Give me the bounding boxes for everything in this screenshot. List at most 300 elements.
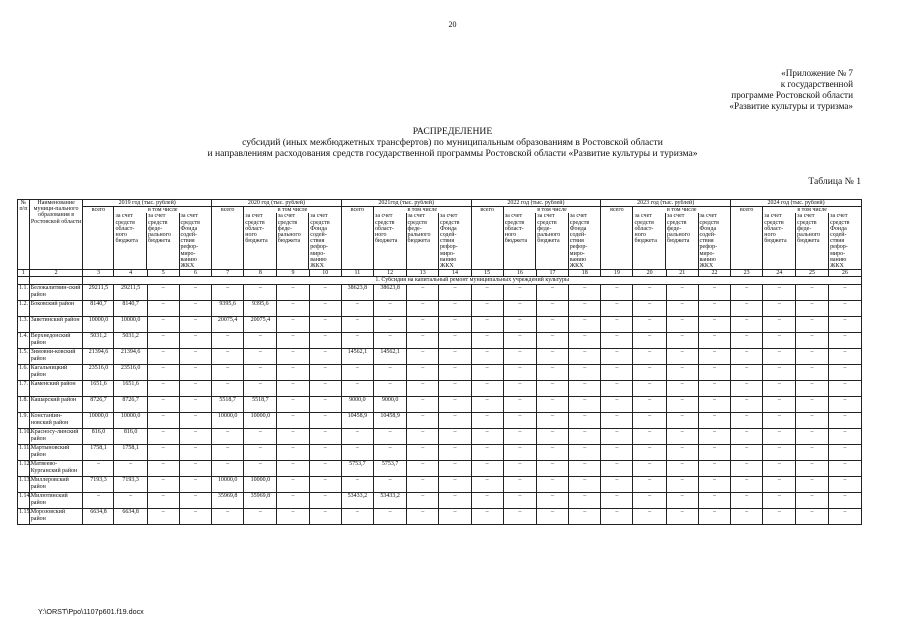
header-including [114,207,212,270]
row-value: – [828,365,861,381]
row-value: 10458,9 [373,413,406,429]
column-index: 12 [373,270,406,277]
row-value: – [796,429,828,445]
row-value: – [731,317,763,333]
row-municipality: Зимовни-ковский район [29,349,83,365]
row-value: – [666,413,698,429]
row-value: 38623,8 [341,285,373,301]
row-value: – [471,317,503,333]
row-value: 35969,8 [244,493,277,509]
header-year: 2022 год (тыс. рублей) [471,200,601,207]
row-value: – [666,317,698,333]
row-value: – [341,381,373,397]
row-value: – [244,333,277,349]
row-value: – [179,301,211,317]
row-value: – [212,365,244,381]
row-value: – [503,461,536,477]
row-number: 1.7. [18,381,30,397]
row-value: – [536,461,568,477]
row-value: – [666,301,698,317]
appendix-line: «Приложение № 7 [781,68,853,78]
row-value: 5031,2 [83,333,114,349]
row-municipality: Красносу-линский район [29,429,83,445]
row-value: 816,0 [114,429,147,445]
row-value: – [277,445,309,461]
column-index: 4 [114,270,147,277]
row-value: – [828,477,861,493]
row-value: – [698,333,730,349]
row-number: 1.3. [18,317,30,333]
row-value: – [601,509,633,525]
header-sub-column: за счет средств Фонда содей-ствия рефор-миро-ванию ЖКХ [828,213,861,269]
row-value: 10000,0 [83,413,114,429]
row-value: – [731,493,763,509]
row-value: – [536,493,568,509]
row-value: – [828,413,861,429]
header-including-label: в том числе [537,207,567,214]
row-value: – [828,333,861,349]
row-value: – [666,509,698,525]
header-row-sub [18,207,862,270]
row-value: – [439,477,471,493]
row-value: – [244,429,277,445]
row-value: – [373,429,406,445]
row-value: – [569,349,601,365]
header-total: всего [212,207,244,270]
row-value: – [828,317,861,333]
row-value: – [309,477,341,493]
row-municipality: Верхнедонский район [29,333,83,349]
row-value: – [796,301,828,317]
row-value: 10000,0 [83,317,114,333]
header-year: 2023 год (тыс. рублей) [601,200,731,207]
row-value: – [763,477,796,493]
row-value: – [601,365,633,381]
row-value: – [407,413,439,429]
column-index: 21 [666,270,698,277]
row-value: – [763,301,796,317]
header-including [633,207,731,270]
row-value: – [503,381,536,397]
row-value: – [731,365,763,381]
row-value: – [796,365,828,381]
header-sub-columns [244,213,341,269]
header-sub-columns [114,213,211,269]
row-value: – [373,317,406,333]
row-value: – [763,285,796,301]
row-value: – [407,381,439,397]
row-value: – [731,381,763,397]
row-value: – [212,509,244,525]
column-index: 3 [83,270,114,277]
row-value: – [633,445,666,461]
table-row [18,397,862,413]
section-title: 1. Субсидия на капитальный ремонт муниципальных учреждений культуры [83,277,862,285]
row-value: 1651,6 [83,381,114,397]
row-value: 23516,0 [114,365,147,381]
row-number: 1.12. [18,461,30,477]
row-value: – [407,317,439,333]
row-value: – [471,429,503,445]
column-index: 13 [407,270,439,277]
row-value: – [763,381,796,397]
row-value: – [147,477,179,493]
header-sub-column: за счет средств феде-рального бюджета [406,213,439,269]
row-municipality: Мартыновский район [29,445,83,461]
row-value: – [569,397,601,413]
column-index: 6 [179,270,211,277]
header-row-years [18,200,862,207]
distribution-table [17,199,862,525]
row-value: – [569,493,601,509]
column-index: 16 [503,270,536,277]
row-value: – [503,477,536,493]
row-value: – [471,365,503,381]
column-index: 9 [277,270,309,277]
row-value: – [763,397,796,413]
row-value: – [179,317,211,333]
row-value: – [309,461,341,477]
row-number: 1.4. [18,333,30,349]
file-path-footer: Y:\ORST\Ppo\1107p601.f19.docx [38,607,144,616]
row-value: 38623,8 [373,285,406,301]
row-value: – [373,445,406,461]
column-index-row [18,270,862,277]
section-spacer [18,277,30,285]
row-value: – [828,397,861,413]
header-sub-column: за счет средств Фонда содей-ствия рефор-миро-ванию ЖКХ [698,213,731,269]
row-value: – [633,461,666,477]
row-value: – [698,285,730,301]
row-value: – [796,397,828,413]
row-value: – [503,413,536,429]
row-value: – [471,381,503,397]
header-total: всего [601,207,633,270]
row-value: 8726,7 [114,397,147,413]
header-sub-column: за счет средств област-ного бюджета [374,213,398,245]
column-index: 15 [471,270,503,277]
row-value: – [373,477,406,493]
row-value: – [83,493,114,509]
table-row [18,285,862,301]
row-value: – [179,381,211,397]
row-value: – [569,445,601,461]
row-value: – [601,429,633,445]
row-value: 9000,0 [341,397,373,413]
header-sub-column: за счет средств Фонда содей-ствия рефор-миро-ванию ЖКХ [438,213,471,269]
row-value: – [763,365,796,381]
header-including-label: в том числе [407,207,438,214]
row-value: – [633,477,666,493]
row-value: 10000,0 [212,413,244,429]
row-value: – [601,413,633,429]
row-number: 1.9. [18,413,30,429]
row-value: – [698,509,730,525]
row-value: – [569,365,601,381]
row-value: – [601,493,633,509]
table-row [18,461,862,477]
row-value: – [763,509,796,525]
row-value: – [309,301,341,317]
row-value: – [503,429,536,445]
row-value: – [666,333,698,349]
header-including [763,207,862,270]
table-row [18,509,862,525]
column-index: 24 [763,270,796,277]
row-value: – [569,429,601,445]
row-value: 1651,6 [114,381,147,397]
appendix-line: к государственной [780,79,853,89]
row-value: – [666,349,698,365]
column-index: 19 [601,270,633,277]
header-sub-columns [763,213,861,269]
row-value: – [471,397,503,413]
column-index: 17 [536,270,568,277]
row-value: – [633,429,666,445]
row-value: – [569,413,601,429]
row-value: – [569,509,601,525]
row-value: – [309,509,341,525]
row-value: – [341,509,373,525]
row-number: 1.13. [18,477,30,493]
row-value: – [212,285,244,301]
row-value: – [633,285,666,301]
row-value: – [569,301,601,317]
row-value: – [147,381,179,397]
column-index: 26 [828,270,861,277]
row-value: – [601,397,633,413]
row-value: – [633,397,666,413]
row-value: – [796,381,828,397]
row-municipality: Миллеровский район [29,477,83,493]
row-value: – [309,493,341,509]
header-including-label: в том числе [666,207,697,214]
row-value: 8140,7 [114,301,147,317]
row-value: – [179,509,211,525]
row-value: – [471,509,503,525]
row-value: – [763,445,796,461]
row-value: – [633,333,666,349]
row-value: 21394,6 [83,349,114,365]
row-value: – [828,493,861,509]
column-index: 10 [309,270,341,277]
row-number: 1.15. [18,509,30,525]
row-value: – [407,493,439,509]
row-value: – [147,365,179,381]
row-value: – [698,365,730,381]
row-value: – [179,445,211,461]
row-value: – [796,333,828,349]
column-index: 8 [244,270,277,277]
row-value: – [666,445,698,461]
row-value: – [244,461,277,477]
row-value: – [471,301,503,317]
row-value: 10000,0 [244,413,277,429]
row-value: – [244,509,277,525]
row-value: – [536,445,568,461]
row-value: – [633,301,666,317]
table-row [18,413,862,429]
row-value: 8726,7 [83,397,114,413]
row-value: 1758,1 [114,445,147,461]
row-value: – [179,429,211,445]
row-value: – [439,365,471,381]
row-value: – [698,349,730,365]
row-value: – [569,477,601,493]
row-value: – [277,301,309,317]
row-value: – [601,317,633,333]
row-value: – [407,397,439,413]
row-value: 14562,1 [373,349,406,365]
row-value: – [277,493,309,509]
header-name: Наименование муници-пального образования в Ростовской области [29,200,83,270]
header-including-label: в том числе [277,207,308,214]
row-value: 5518,7 [212,397,244,413]
row-value: – [471,493,503,509]
distribution-table-wrap [17,199,862,525]
row-value: – [731,429,763,445]
row-value: – [179,397,211,413]
row-value: – [407,477,439,493]
row-value: – [341,477,373,493]
header-including [244,207,342,270]
row-value: 10000,0 [244,477,277,493]
row-value: – [179,285,211,301]
row-value: – [698,381,730,397]
row-value: – [633,317,666,333]
row-value: – [277,477,309,493]
row-value: – [277,397,309,413]
row-value: – [147,461,179,477]
row-value: – [536,429,568,445]
table-row [18,477,862,493]
table-row [18,301,862,317]
row-value: – [277,461,309,477]
row-value: – [114,461,147,477]
row-value: – [147,285,179,301]
header-total: всего [731,207,763,270]
appendix-line: «Развитие культуры и туризма» [729,101,853,111]
row-number: 1.11. [18,445,30,461]
row-value: – [407,301,439,317]
row-value: – [536,397,568,413]
row-value: – [407,509,439,525]
row-value: – [212,445,244,461]
row-value: – [633,365,666,381]
row-value: – [828,349,861,365]
row-value: – [569,381,601,397]
row-value: – [698,445,730,461]
row-value: – [536,413,568,429]
header-sub-column: за счет средств феде-рального бюджета [146,213,179,269]
row-value: – [439,333,471,349]
row-value: – [179,349,211,365]
header-sub-column: за счет средств феде-рального бюджета [276,213,309,269]
header-sub-column: за счет средств Фонда содей-ствия рефор-миро-ванию ЖКХ [568,213,601,269]
row-value: – [698,413,730,429]
row-value: – [439,509,471,525]
row-value: – [407,429,439,445]
row-value: – [536,509,568,525]
row-value: – [179,333,211,349]
row-value: – [763,413,796,429]
row-value: 29211,5 [83,285,114,301]
row-value: – [439,413,471,429]
table-row [18,365,862,381]
row-value: – [796,349,828,365]
row-value: – [309,365,341,381]
row-value: – [666,365,698,381]
header-sub-column: за счет средств феде-рального бюджета [535,213,568,269]
column-index: 25 [796,270,828,277]
row-value: – [536,317,568,333]
row-value: – [147,413,179,429]
row-value: 6634,8 [114,509,147,525]
row-value: – [277,381,309,397]
row-value: – [536,285,568,301]
header-sub-column: за счет средств област-ного бюджета [634,213,657,245]
row-value: – [309,317,341,333]
row-value: – [212,381,244,397]
table-row [18,429,862,445]
row-value: – [503,349,536,365]
row-municipality: Кашарский район [29,397,83,413]
row-value: – [439,397,471,413]
row-value: – [503,301,536,317]
row-value: – [179,413,211,429]
row-value: 5031,2 [114,333,147,349]
row-value: – [796,445,828,461]
header-including [503,207,601,270]
row-value: – [601,477,633,493]
row-value: – [796,461,828,477]
row-value: – [407,349,439,365]
row-municipality: Милютинский район [29,493,83,509]
row-value: – [277,349,309,365]
row-value: – [373,365,406,381]
header-sub-columns [374,213,471,269]
row-value: – [731,397,763,413]
row-value: – [796,413,828,429]
row-value: – [601,285,633,301]
row-value: – [277,509,309,525]
row-value: – [373,333,406,349]
column-index: 1 [18,270,30,277]
row-value: – [731,301,763,317]
row-value: – [796,317,828,333]
row-value: – [666,397,698,413]
row-municipality: Морозовский район [29,509,83,525]
row-number: 1.1. [18,285,30,301]
row-value: – [569,285,601,301]
row-value: – [601,333,633,349]
row-value: 20075,4 [244,317,277,333]
appendix-line: программе Ростовской области [731,90,853,100]
row-value: – [407,285,439,301]
row-value: – [536,349,568,365]
row-value: – [828,509,861,525]
row-value: 7193,3 [83,477,114,493]
row-value: 10000,0 [212,477,244,493]
row-value: – [731,333,763,349]
row-value: – [698,301,730,317]
row-value: – [277,429,309,445]
row-value: – [439,461,471,477]
row-municipality: Матвеево-Курганский район [29,461,83,477]
page-number: 20 [448,20,457,29]
row-number: 1.6. [18,365,30,381]
header-year: 2021год (тыс. рублей) [341,200,471,207]
